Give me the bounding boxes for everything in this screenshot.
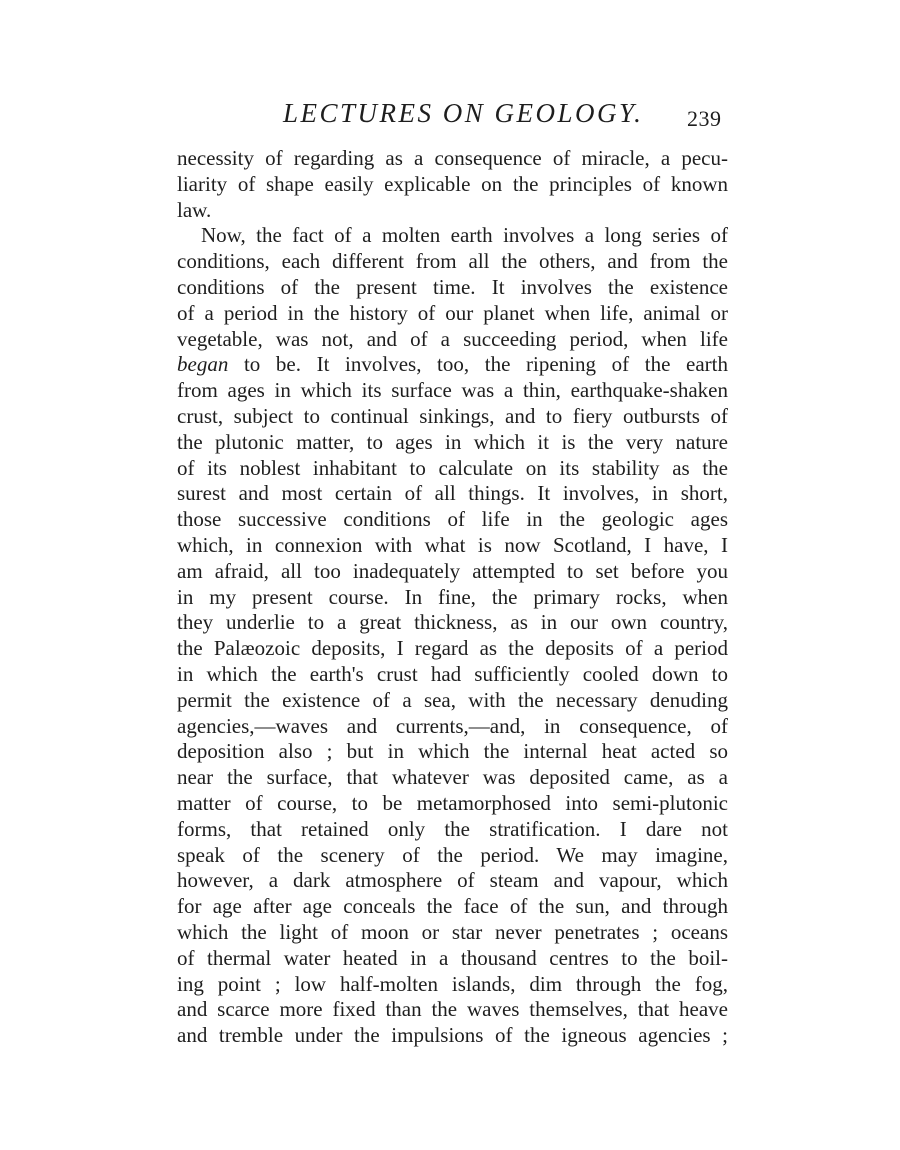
text-line: surest and most certain of all things. It involves, in short, [177,481,728,506]
text-line: of a period in the history of our planet when life, animal or [177,300,728,325]
text-line: agencies,—waves and currents,—and, in consequence, of [177,713,728,738]
paragraph-first-line: Now, the fact of a molten earth involves a long series of [201,223,728,248]
text-line: of its noblest inhabitant to calculate on its stability as the [177,455,728,480]
text-line: however, a dark atmosphere of steam and vapour, which [177,868,728,893]
text-line: of thermal water heated in a thousand centres to the boil- [177,945,728,970]
text-line: conditions of the present time. It involves the existence [177,274,728,299]
line-rest: to be. It involves, too, the ripening of the earth [228,352,728,377]
text-line: the plutonic matter, to ages in which it is the very nature [177,429,728,454]
text-line: speak of the scenery of the period. We may imagine, [177,842,728,867]
running-head [0,98,900,138]
text-line: necessity of regarding as a consequence of miracle, a pecu- [177,146,728,170]
text-line: which the light of moon or star never penetrates ; oceans [177,919,728,944]
text-line: deposition also ; but in which the internal heat acted so [177,739,728,764]
text-line: liarity of shape easily explicable on the principles of known [177,171,728,196]
text-line: which, in connexion with what is now Scotland, I have, I [177,532,728,557]
text-line: and scarce more fixed than the waves themselves, that heave [177,997,728,1022]
text-line: for age after age conceals the face of the sun, and through [177,894,728,919]
text-line [177,352,728,378]
text-line: the Palæozoic deposits, I regard as the deposits of a period [177,636,728,661]
text-line: am afraid, all too inadequately attempted to set before you [177,558,728,583]
text-line: near the surface, that whatever was deposited came, as a [177,765,728,790]
running-title: LECTURES ON GEOLOGY. [283,98,644,128]
text-line: forms, that retained only the stratification. I dare not [177,816,728,841]
text-line: permit the existence of a sea, with the necessary denuding [177,687,728,712]
text-line: vegetable, was not, and of a succeeding period, when life [177,326,728,351]
text-line: conditions, each different from all the others, and from the [177,249,728,274]
italic-word: began [177,352,229,377]
page-number: 239 [687,106,722,131]
text-line: law. [177,197,212,222]
text-line: and tremble under the impulsions of the igneous agencies ; [177,1023,728,1048]
text-line: those successive conditions of life in the geologic ages [177,507,728,532]
text-line: in which the earth's crust had sufficiently cooled down to [177,661,728,686]
text-line: from ages in which its surface was a thin, earthquake-shaken [177,378,728,403]
body-text [177,146,728,1049]
text-line: they underlie to a great thickness, as in our own country, [177,610,728,635]
text-line: ing point ; low half-molten islands, dim through the fog, [177,971,728,996]
text-line: crust, subject to continual sinkings, and to fiery outbursts of [177,403,728,428]
text-line: matter of course, to be metamorphosed into semi-plutonic [177,790,728,815]
text-line: in my present course. In fine, the primary rocks, when [177,584,728,609]
